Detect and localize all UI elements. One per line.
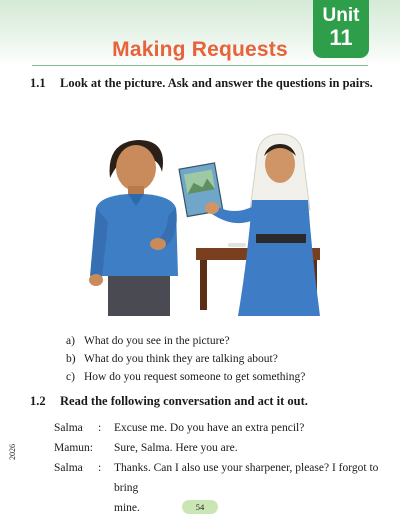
unit-label: Unit: [322, 5, 360, 26]
dialogue-speaker: Salma: [54, 462, 83, 474]
boy-face: [116, 145, 156, 191]
dialogue-colon: :: [98, 422, 102, 434]
section-number: 1.1: [30, 76, 46, 90]
section-heading-1-1: [30, 76, 373, 91]
table-leg: [200, 260, 207, 310]
boy-hand: [150, 238, 166, 250]
dialogue-speech: Excuse me. Do you have an extra pencil?: [114, 422, 305, 434]
question-letter: b): [66, 353, 76, 365]
title-divider: [32, 65, 368, 66]
question-list: [66, 332, 305, 386]
conversation-illustration: [88, 126, 320, 316]
question-item: [66, 332, 305, 350]
section-instruction: Read the following conversation and act it out.: [60, 394, 308, 408]
girl-belt: [256, 234, 306, 243]
dialogue-speech: Sure, Salma. Here you are.: [114, 442, 238, 454]
boy-trousers: [108, 276, 170, 316]
section-heading-1-2: [30, 394, 308, 409]
section-instruction: Look at the picture. Ask and answer the questions in pairs.: [60, 76, 373, 90]
dialogue-speaker: Salma: [54, 422, 83, 434]
dialogue-speaker: Mamun:: [54, 442, 93, 454]
dialogue-continuation: bring mine.: [114, 482, 140, 514]
girl-hand: [205, 202, 219, 214]
question-text: What do you see in the picture?: [84, 335, 230, 347]
page-number: 54: [182, 500, 218, 514]
chapter-title: Making Requests: [112, 38, 288, 61]
question-text: What do you think they are talking about?: [84, 353, 278, 365]
year-mark: 2026: [8, 444, 17, 460]
question-letter: a): [66, 335, 75, 347]
section-number: 1.2: [30, 394, 46, 408]
dialogue-colon: :: [98, 462, 102, 474]
unit-number: 11: [329, 25, 353, 50]
question-text: How do you request someone to get something?: [84, 371, 306, 383]
sharpener: [228, 243, 246, 247]
question-item: [66, 368, 305, 386]
boy-hand: [89, 274, 103, 286]
question-letter: c): [66, 371, 75, 383]
unit-badge: [313, 0, 369, 58]
question-item: [66, 350, 305, 368]
dialogue-speech: Thanks. Can I also use your sharpener, please? I forgot to: [114, 462, 379, 474]
